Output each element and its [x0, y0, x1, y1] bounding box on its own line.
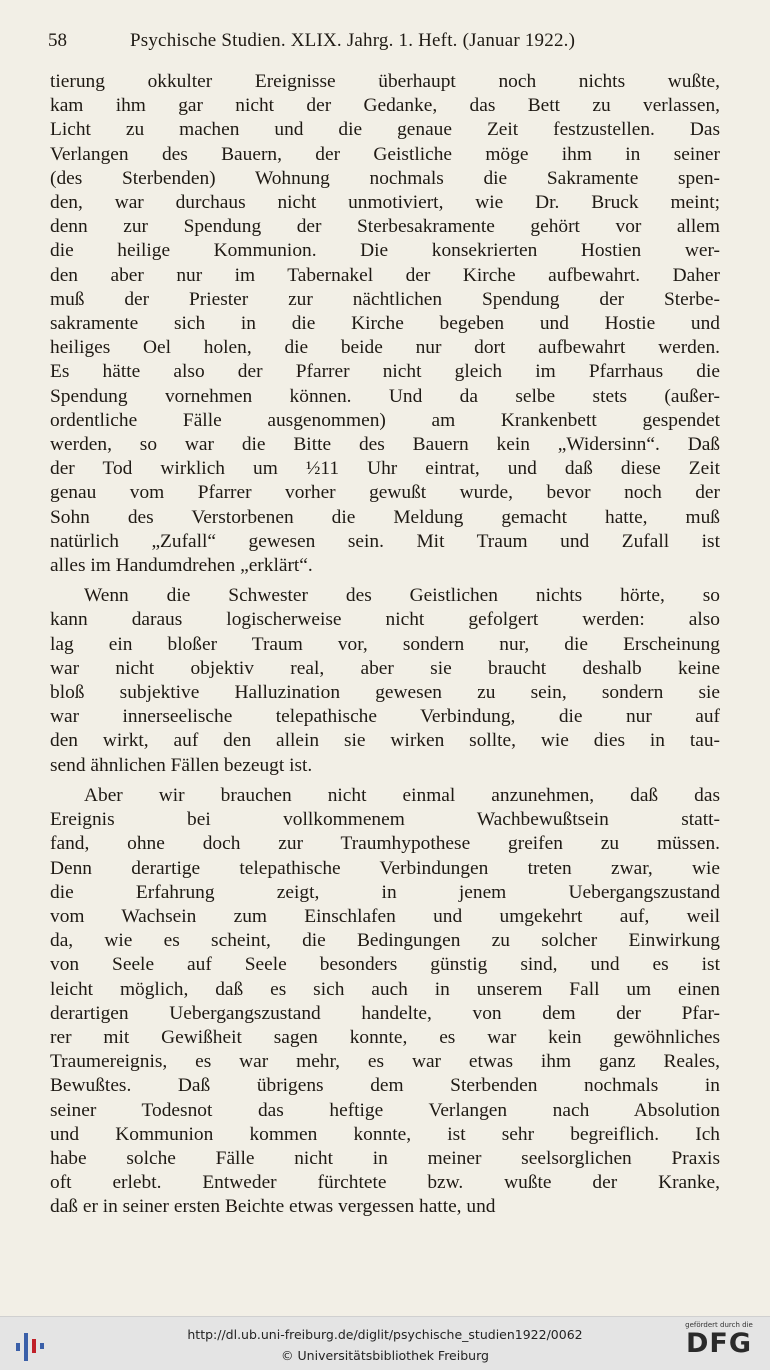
text-line: Traumereignis, es war mehr, es war etwas ihm ganz Reales,	[50, 1051, 720, 1073]
text-line: kam ihm gar nicht der Gedanke, das Bett zu verlassen,	[50, 95, 720, 117]
text-line: Aber wir brauchen nicht einmal anzunehmen, daß das	[84, 784, 720, 806]
paragraph	[50, 584, 720, 778]
text-line: vom Wachsein zum Einschlafen und umgekehrt auf, weil	[50, 905, 720, 927]
text-line: Es hätte also der Pfarrer nicht gleich im Pfarrhaus die	[50, 361, 720, 383]
text-line: von Seele auf Seele besonders günstig sind, und es ist	[50, 954, 720, 976]
paragraph	[50, 784, 720, 1220]
dfg-funding-badge[interactable]	[678, 1321, 760, 1367]
text-line: da, wie es scheint, die Bedingungen zu solcher Einwirkung	[50, 930, 720, 952]
text-line: alles im Handumdrehen „erklärt“.	[50, 555, 313, 577]
dfg-logo: DFG	[685, 1328, 753, 1359]
text-line: (des Sterbenden) Wohnung nochmals die Sakramente spen-	[50, 167, 720, 189]
body-text	[50, 70, 720, 1220]
text-line: ordentliche Fälle ausgenommen) am Krankenbett gespendet	[50, 409, 720, 431]
text-line: war nicht objektiv real, aber sie braucht deshalb keine	[50, 657, 720, 679]
text-line: Wenn die Schwester des Geistlichen nichts hörte, so	[84, 585, 720, 607]
text-line: der Tod wirklich um ½11 Uhr eintrat, und daß diese Zeit	[50, 458, 720, 480]
text-line: leicht möglich, daß es sich auch in unserem Fall um einen	[50, 978, 720, 1000]
text-line: den aber nur im Tabernakel der Kirche aufbewahrt. Daher	[50, 264, 720, 286]
text-line: den, war durchaus nicht unmotiviert, wie Dr. Bruck meint;	[50, 192, 720, 214]
text-line: die Erfahrung zeigt, in jenem Uebergangszustand	[50, 881, 720, 903]
text-line: Sohn des Verstorbenen die Meldung gemacht hatte, muß	[50, 506, 720, 528]
copyright-notice: © Universitätsbibliothek Freiburg	[281, 1348, 489, 1363]
text-line: seiner Todesnot das heftige Verlangen nach Absolution	[50, 1099, 720, 1121]
text-line: bloß subjektive Halluzination gewesen zu sein, sondern sie	[50, 682, 720, 704]
text-line: send ähnlichen Fällen bezeugt ist.	[50, 754, 313, 776]
text-line: genau vom Pfarrer vorher gewußt wurde, bevor noch der	[50, 482, 720, 504]
text-line: denn zur Spendung der Sterbesakramente gehört vor allem	[50, 216, 720, 238]
text-line: werden, so war die Bitte des Bauern kein „Widersinn“. Daß	[50, 434, 720, 456]
text-line: habe solche Fälle nicht in meiner seelsorglichen Praxis	[50, 1147, 720, 1169]
text-line: Spendung vornehmen können. Und da selbe stets (außer-	[50, 385, 720, 407]
text-line: oft erlebt. Entweder fürchtete bzw. wußte der Kranke,	[50, 1172, 720, 1194]
text-line: den wirkt, auf den allein sie wirken sollte, wie dies in tau-	[50, 730, 720, 752]
text-line: natürlich „Zufall“ gewesen sein. Mit Traum und Zufall ist	[50, 530, 720, 552]
text-line: muß der Priester zur nächtlichen Spendung der Sterbe-	[50, 288, 720, 310]
text-line: und Kommunion kommen konnte, ist sehr begreiflich. Ich	[50, 1123, 720, 1145]
text-line: derartigen Uebergangszustand handelte, von dem der Pfar-	[50, 1002, 720, 1024]
text-line: die heilige Kommunion. Die konsekrierten Hostien wer-	[50, 240, 720, 262]
text-line: rer mit Gewißheit sagen konnte, es war kein gewöhnliches	[50, 1026, 720, 1048]
text-line: fand, ohne doch zur Traumhypothese greifen zu müssen.	[50, 833, 720, 855]
dfg-caption: gefördert durch die	[685, 1321, 753, 1329]
text-line: war innerseelische telepathische Verbindung, die nur auf	[50, 706, 720, 728]
text-line: Licht zu machen und die genaue Zeit festzustellen. Das	[50, 119, 720, 141]
running-head: Psychische Studien. XLIX. Jahrg. 1. Heft. (Januar 1922.)	[130, 30, 576, 51]
text-line: Verlangen des Bauern, der Geistliche möge ihm in seiner	[50, 143, 720, 165]
text-line: daß er in seiner ersten Beichte etwas vergessen hatte, und	[50, 1196, 496, 1218]
text-line: kann daraus logischerweise nicht gefolgert werden: also	[50, 609, 720, 631]
text-line: Bewußtes. Daß übrigens dem Sterbenden nochmals in	[50, 1075, 720, 1097]
page-number: 58	[48, 30, 67, 51]
paragraph	[50, 70, 720, 578]
text-line: tierung okkulter Ereignisse überhaupt noch nichts wußte,	[50, 71, 720, 92]
running-header	[48, 30, 718, 56]
viewer-footer	[0, 1316, 770, 1370]
source-url[interactable]: http://dl.ub.uni-freiburg.de/diglit/psychische_studien1922/0062	[187, 1327, 583, 1342]
text-line: Ereignis bei vollkommenem Wachbewußtsein statt-	[50, 809, 720, 831]
text-line: heiliges Oel holen, die beide nur dort aufbewahrt werden.	[50, 337, 720, 359]
text-line: lag ein bloßer Traum vor, sondern nur, die Erscheinung	[50, 633, 720, 655]
text-line: sakramente sich in die Kirche begeben und Hostie und	[50, 313, 720, 335]
text-line: Denn derartige telepathische Verbindungen treten zwar, wie	[50, 857, 720, 879]
